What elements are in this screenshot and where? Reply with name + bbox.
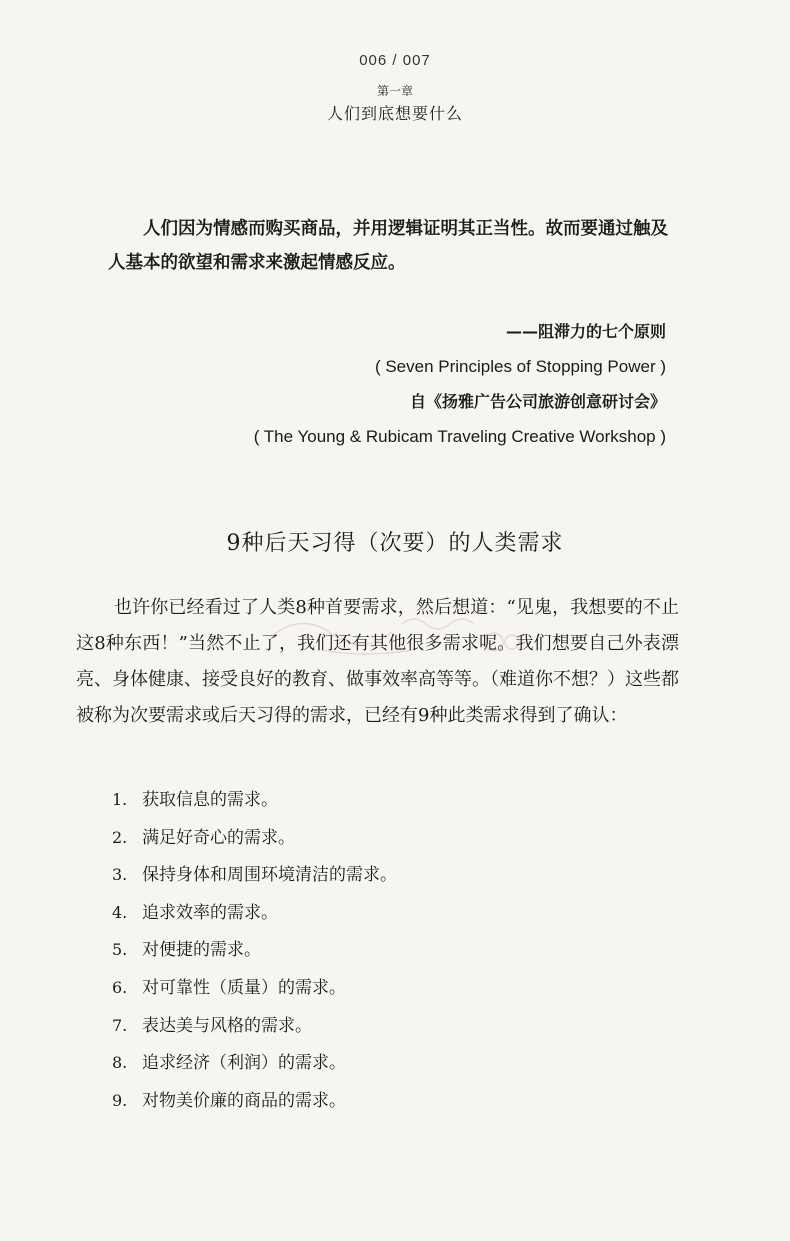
list-item-number: 3.: [112, 865, 128, 885]
chapter-title: 人们到底想要什么: [326, 104, 463, 123]
list-item: [112, 1044, 672, 1082]
page-number: 006 / 007: [359, 52, 431, 69]
epigraph-attribution: [106, 314, 666, 454]
list-item-text: 获取信息的需求。: [142, 790, 278, 810]
list-item-text: 满足好奇心的需求。: [142, 827, 295, 848]
list-item: [112, 969, 672, 1007]
watermark-stamp: [262, 606, 542, 662]
list-item-text: 对可靠性（质量）的需求。: [142, 977, 346, 998]
chapter-label: 第一章: [376, 84, 413, 98]
list-item-number: 1.: [112, 790, 128, 809]
attribution-source-en: ( The Young & Rubicam Traveling Creative Workshop ): [253, 427, 666, 446]
list-item-number: 9.: [112, 1090, 128, 1110]
list-item-number: 2.: [112, 827, 128, 847]
list-item-text: 对物美价廉的商品的需求。: [142, 1090, 346, 1111]
epigraph-quote: [108, 212, 682, 280]
list-item: [112, 894, 672, 932]
attribution-source-cn: 自《扬雅广告公司旅游创意研讨会》: [409, 392, 666, 411]
list-item: [112, 1082, 672, 1120]
list-item-text: 追求经济（利润）的需求。: [142, 1053, 346, 1074]
list-item: [112, 819, 672, 857]
attribution-title-en: ( Seven Principles of Stopping Power ): [374, 357, 666, 376]
epigraph-text: 人们因为情感而购买商品，并用逻辑证明其正当性。故而要通过触及人基本的欲望和需求来激起情感反应。: [108, 219, 668, 273]
list-item-text: 表达美与风格的需求。: [142, 1015, 312, 1036]
list-item-text: 追求效率的需求。: [142, 902, 278, 923]
list-item-text: 保持身体和周围环境清洁的需求。: [142, 865, 397, 886]
list-item: [112, 1007, 672, 1045]
list-item: [112, 856, 672, 894]
list-item-number: 8.: [112, 1053, 128, 1073]
body-paragraph: 也许你已经看过了人类8种首要需求，然后想道：“见鬼，我想要的不止这8种东西！”当然不止了，我们还有其他很多需求呢。我们想要自己外表漂亮、身体健康、接受良好的教育、做事效率高等等。（难道你不想？）这些都被称为次要需求或后天习得的需求，已经有9种此类需求得到了确认：: [76, 597, 679, 726]
list-item-text: 对便捷的需求。: [142, 940, 261, 961]
section-heading: 9种后天习得（次要）的人类需求: [226, 531, 564, 556]
list-item: [112, 781, 672, 819]
needs-list: [112, 781, 672, 1119]
list-item: [112, 931, 672, 969]
list-item-number: 5.: [112, 940, 128, 960]
attribution-title-cn: ——阻滞力的七个原则: [505, 322, 666, 341]
list-item-number: 4.: [112, 902, 128, 922]
list-item-number: 7.: [112, 1015, 128, 1035]
list-item-number: 6.: [112, 977, 128, 997]
